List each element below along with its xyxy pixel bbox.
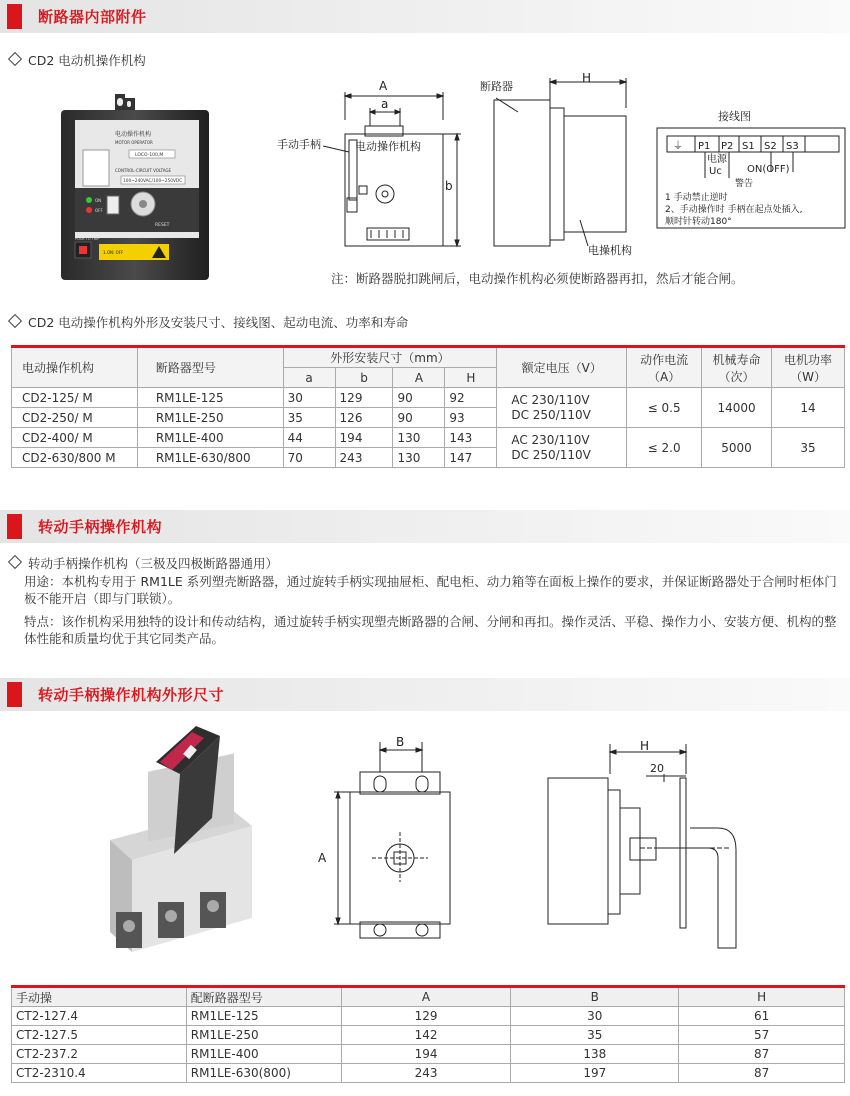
table-cell: 35: [283, 408, 335, 428]
table-cell: 14000: [702, 388, 772, 428]
wiring-note-1: 1 手动禁止逆时: [665, 193, 728, 203]
device-label-en: MOTOR OPERATOR: [115, 140, 153, 145]
dim-label-B: B: [396, 735, 405, 749]
table-cell: 44: [283, 428, 335, 448]
terminal-s3: S3: [786, 141, 799, 152]
device-model-label: LOCO-100,M: [135, 153, 164, 158]
table-cell: ≤ 2.0: [627, 428, 702, 468]
table-cell: CT2-2310.4: [12, 1064, 187, 1083]
device-on-label: ON: [95, 198, 102, 203]
table-cell-voltage: [497, 388, 627, 428]
diamond-icon: [8, 314, 22, 328]
table-cell: RM1LE-250: [186, 1026, 341, 1045]
table-cell: RM1LE-125: [137, 388, 283, 408]
wiring-note-3: 顺时针转动180°: [665, 217, 732, 227]
table-header-row: [12, 347, 845, 368]
table-cell: 143: [445, 428, 497, 448]
rotary-side-diagram: [540, 738, 740, 958]
section-header-rotary-dims: [0, 678, 850, 711]
voltage-ac: AC 230/110V: [511, 392, 590, 407]
motor-operator-photo: [55, 92, 215, 282]
wiring-note-2: 2、手动操作时 手柄在起点处插入,: [665, 205, 803, 215]
voltage-dc: DC 250/110V: [511, 407, 591, 422]
table-cell: 14: [772, 388, 845, 428]
device-reset-label: RESET: [155, 223, 170, 228]
table-cell: 90: [393, 408, 445, 428]
section-title: 转动手柄操作机构: [38, 518, 163, 536]
device-warning-label: 1.ON: OFF: [103, 250, 124, 255]
table-row: [12, 1026, 845, 1045]
wiring-title: 接线图: [718, 110, 751, 123]
table-cell: RM1LE-630(800): [186, 1064, 341, 1083]
rotary-handle-photo: [100, 722, 260, 952]
table-cell: RM1LE-400: [137, 428, 283, 448]
dim-label-a: a: [381, 97, 389, 111]
header-cell: 电动操作机构: [12, 347, 138, 388]
table-cell: CD2-400/ M: [12, 428, 138, 448]
section-marker: [7, 514, 22, 539]
table-cell: CT2-127.5: [12, 1026, 187, 1045]
dim-label-H: H: [582, 71, 592, 85]
operator-label: 电动操作机构: [355, 140, 421, 153]
subheading-cd2-dims: [8, 313, 408, 331]
table-cell: 194: [335, 428, 393, 448]
header-cell: 电机功率（W）: [772, 347, 845, 388]
terminal-s1: S1: [742, 141, 755, 152]
header-cell: 手动操: [12, 987, 187, 1007]
table-cell: 130: [393, 428, 445, 448]
header-cell: B: [511, 987, 679, 1007]
table-cell: 35: [511, 1026, 679, 1045]
table-cell: 90: [393, 388, 445, 408]
rotary-front-diagram: [312, 732, 482, 942]
diamond-icon: [8, 52, 22, 66]
terminal-p1: P1: [698, 141, 711, 152]
header-cell: 额定电压（V）: [497, 347, 627, 388]
section-marker: [7, 682, 22, 707]
terminal-p2: P2: [721, 141, 734, 152]
table-cell: 129: [341, 1007, 511, 1026]
table-cell: CD2-250/ M: [12, 408, 138, 428]
header-cell: 外形安装尺寸（mm）: [283, 347, 497, 368]
device-voltage-label: CONTROL-CIRCUIT VOLTAGE: [115, 168, 171, 173]
section-header-internal-accessories: [0, 0, 850, 33]
terminal-ground: ⏚: [673, 141, 683, 152]
dim-label-H: H: [640, 739, 650, 753]
feature-paragraph: 特点：该作机构采用独特的设计和传动结构，通过旋转手柄实现塑壳断路器的合闸、分闸和再扣。操作灵活、平稳、操作力小、安装方便、机构的整体性能和质量均优于其它同类产品。: [24, 614, 837, 646]
header-cell: H: [679, 987, 845, 1007]
table-cell: RM1LE-125: [186, 1007, 341, 1026]
table-cell: CD2-125/ M: [12, 388, 138, 408]
subheading-rotary: [8, 554, 278, 572]
subheading-text: CD2 电动操作机构外形及安装尺寸、接线图、起动电流、功率和寿命: [28, 315, 409, 330]
table-cell: 61: [679, 1007, 845, 1026]
table-cell: RM1LE-250: [137, 408, 283, 428]
table-cell: RM1LE-630/800: [137, 448, 283, 468]
table-cell: 129: [335, 388, 393, 408]
power-label: 电源: [707, 154, 727, 165]
table-cell: 87: [679, 1064, 845, 1083]
table-cell: 30: [511, 1007, 679, 1026]
subheading-text: CD2 电动机操作机构: [28, 53, 146, 68]
wiring-diagram: [655, 122, 847, 232]
table-cell: 92: [445, 388, 497, 408]
subheading-cd2: [8, 51, 146, 69]
table-row: [12, 1045, 845, 1064]
header-cell: 机械寿命（次）: [702, 347, 772, 388]
device-voltage-value: 100~240VAC/100~250VDC: [123, 179, 183, 184]
table-cell: 197: [511, 1064, 679, 1083]
header-cell: A: [393, 368, 445, 388]
header-cell: 配断路器型号: [186, 987, 341, 1007]
table-row: [12, 388, 845, 408]
section-title: 转动手柄操作机构外形尺寸: [38, 686, 225, 704]
table-cell: 126: [335, 408, 393, 428]
header-cell: b: [335, 368, 393, 388]
breaker-label: 断路器: [480, 80, 513, 93]
subheading-text: 转动手柄操作机构（三极及四极断路器通用）: [28, 556, 279, 571]
table-row: [12, 1007, 845, 1026]
table-cell: 30: [283, 388, 335, 408]
table-cell: CT2-127.4: [12, 1007, 187, 1026]
device-push-label: PUSH TO TRIP: [75, 237, 100, 241]
table-cell: 57: [679, 1026, 845, 1045]
motor-operator-front-diagram: [275, 78, 475, 263]
table-cell: CT2-237.2: [12, 1045, 187, 1064]
table-cell: 194: [341, 1045, 511, 1064]
dim-label-b: b: [445, 179, 453, 193]
voltage-dc: DC 250/110V: [511, 447, 591, 462]
note-text: 注：断路器脱扣跳闸后，电动操作机构必须使断路器再扣，然后才能合闸。: [331, 271, 744, 286]
header-cell: a: [283, 368, 335, 388]
header-cell: H: [445, 368, 497, 388]
table-cell: RM1LE-400: [186, 1045, 341, 1064]
alarm-label: 警告: [735, 179, 754, 189]
header-cell: 断路器型号: [137, 347, 283, 388]
motor-operator-side-diagram: [478, 70, 648, 265]
table-cell: 147: [445, 448, 497, 468]
table-header-row: [12, 987, 845, 1007]
uc-label: Uc: [709, 166, 722, 177]
table-cell: 138: [511, 1045, 679, 1064]
handle-label: 手动手柄: [277, 138, 321, 151]
table-cell: 243: [335, 448, 393, 468]
dim-label-A: A: [318, 851, 327, 865]
dim-label-A: A: [379, 79, 388, 93]
table-cell: 130: [393, 448, 445, 468]
dim-label-20: 20: [650, 762, 664, 775]
table-cell: 70: [283, 448, 335, 468]
table-cell: 93: [445, 408, 497, 428]
table-cell: 5000: [702, 428, 772, 468]
header-cell: A: [341, 987, 511, 1007]
diamond-icon: [8, 555, 22, 569]
table-cell: 35: [772, 428, 845, 468]
table-cell: CD2-630/800 M: [12, 448, 138, 468]
ct2-spec-table: [11, 985, 845, 1083]
motor-operator-label: 电操机构: [588, 244, 632, 257]
terminal-s2: S2: [764, 141, 777, 152]
table-row: [12, 428, 845, 448]
section-title: 断路器内部附件: [38, 8, 147, 26]
voltage-ac: AC 230/110V: [511, 432, 590, 447]
table-row: [12, 1064, 845, 1083]
table-cell: 87: [679, 1045, 845, 1064]
cd2-spec-table: [11, 345, 845, 468]
table-cell: ≤ 0.5: [627, 388, 702, 428]
device-off-label: OFF: [95, 208, 103, 213]
table-cell: 142: [341, 1026, 511, 1045]
table-cell-voltage: [497, 428, 627, 468]
section-marker: [7, 4, 22, 29]
device-label: 电动操作机构: [115, 131, 152, 138]
usage-paragraph: 用途：本机构专用于 RM1LE 系列塑壳断路器，通过旋转手柄实现抽屉柜、配电柜、动力箱等在面板上操作的要求，并保证断路器处于合闸时柜体门板不能开启（即与门联锁）。: [24, 574, 837, 606]
section-header-rotary-handle: [0, 510, 850, 543]
header-cell: 动作电流（A）: [627, 347, 702, 388]
onoff-label: ON(OFF): [747, 164, 790, 175]
table-cell: 243: [341, 1064, 511, 1083]
